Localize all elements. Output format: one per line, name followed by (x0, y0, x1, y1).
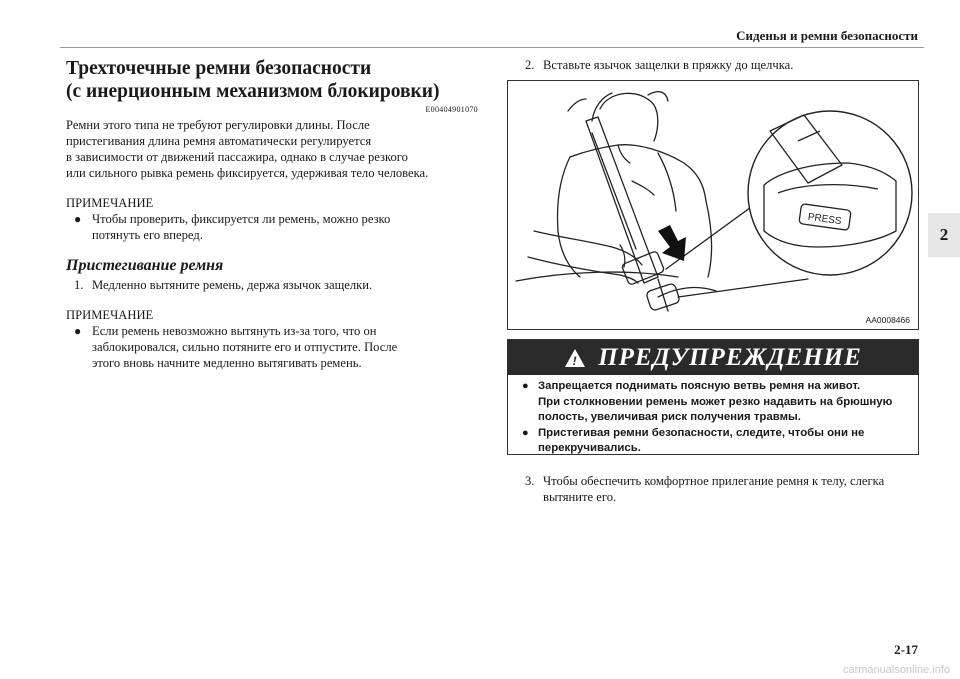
warning-item (522, 379, 904, 426)
page-number: 2-17 (894, 642, 918, 657)
arm-lower (528, 257, 638, 283)
warning-body (508, 375, 918, 457)
note-item (66, 323, 478, 371)
belt-edge (592, 133, 636, 249)
running-header: Сиденья и ремни безопасности (736, 28, 918, 43)
step-line: Чтобы обеспечить комфортное прилегание ремня к телу, слегка (543, 474, 885, 488)
neck-line (618, 145, 630, 163)
step-number: 2. (525, 58, 535, 72)
warning-line: перекручивались. (538, 442, 641, 454)
step-number: 1. (74, 278, 84, 292)
section-title-line-2: (с инерционным механизмом блокировки) (66, 81, 440, 102)
warning-line: Пристегивая ремни безопасности, следите, чтобы они не (538, 426, 865, 439)
warning-triangle-icon (564, 348, 586, 368)
bullet-icon: ● (74, 212, 82, 226)
step-row (507, 473, 917, 505)
torso-left (558, 157, 581, 277)
warning-line: При столкновении ремень может резко надавить на брюшную (538, 395, 893, 408)
section-title-line-1: Трехточечные ремни безопасности (66, 58, 372, 79)
note-line: Если ремень невозможно вытянуть из-за того, что он (92, 324, 377, 338)
note-heading: ПРИМЕЧАНИЕ (66, 308, 154, 322)
step-text (543, 473, 884, 505)
figure-code: AA0008466 (865, 315, 910, 325)
step-text: Медленно вытяните ремень, держа язычок защелки. (92, 278, 373, 292)
intro-line: Ремни этого типа не требуют регулировки длины. После (66, 118, 370, 132)
warning-text (538, 426, 864, 457)
step-2 (507, 57, 917, 73)
bullet-icon: ● (522, 426, 529, 439)
intro-paragraph (66, 117, 478, 181)
head-outline (600, 93, 658, 141)
intro-line: или сильного рывка ремень фиксируется, удерживая тело человека. (66, 166, 429, 180)
shirt-fold (632, 181, 654, 195)
section-title (66, 57, 478, 103)
header-divider (60, 47, 924, 48)
seatbelt-illustration (507, 80, 919, 330)
warning-header (508, 340, 918, 375)
step-3 (507, 473, 917, 505)
note-line: этого вновь начните медленно вытягивать ремень. (92, 356, 362, 370)
step-row (507, 57, 917, 73)
lap-line (516, 272, 678, 281)
warning-text (538, 379, 892, 426)
warning-line: полость, увеличивая риск получения травмы. (538, 411, 801, 423)
note-text (92, 323, 397, 371)
watermark: carmanualsonline.info (842, 664, 950, 676)
note-text (92, 211, 390, 243)
pillar-line (568, 99, 586, 111)
note-item (66, 211, 478, 243)
warning-item (522, 426, 904, 457)
warning-title: ПРЕДУПРЕЖДЕНИЕ (598, 343, 862, 371)
step-text: Вставьте язычок защелки в пряжку до щелчка. (543, 58, 794, 72)
note-heading: ПРИМЕЧАНИЕ (66, 196, 154, 210)
bullet-icon: ● (522, 380, 529, 392)
bullet-icon: ● (74, 324, 82, 338)
warning-line: Запрещается поднимать поясную ветвь ремня на живот. (538, 380, 861, 392)
intro-line: в зависимости от движений пассажира, однако в случае резкого (66, 150, 408, 164)
insert-arrow-icon (658, 225, 686, 261)
note-line: Чтобы проверить, фиксируется ли ремень, можно резко (92, 212, 391, 226)
step-number: 3. (525, 474, 535, 488)
note-line: потянуть его вперед. (92, 228, 203, 242)
step-1 (66, 277, 478, 293)
intro-line: пристегивания длина ремня автоматически регулируется (66, 134, 372, 148)
press-label: PRESS (807, 211, 843, 228)
chapter-tab: 2 (928, 213, 960, 257)
seatbelt-buckle-drawing (508, 81, 918, 329)
warning-mark: ! (572, 353, 578, 368)
section-code: E00404901070 (425, 105, 478, 114)
sleeve-fold (658, 153, 676, 211)
step-line: вытяните его. (543, 490, 617, 504)
arm-upper (534, 231, 642, 265)
buckle-strap (658, 279, 668, 311)
shoulder-belt (586, 117, 658, 283)
subsection-title: Пристегивание ремня (66, 257, 224, 274)
shoulder-line (570, 145, 706, 201)
warning-box (507, 339, 919, 455)
hair-curl (648, 92, 668, 101)
hair-line (592, 93, 612, 121)
note-line: заблокировался, сильно потяните его и отпустите. После (92, 340, 398, 354)
left-column (66, 57, 478, 371)
